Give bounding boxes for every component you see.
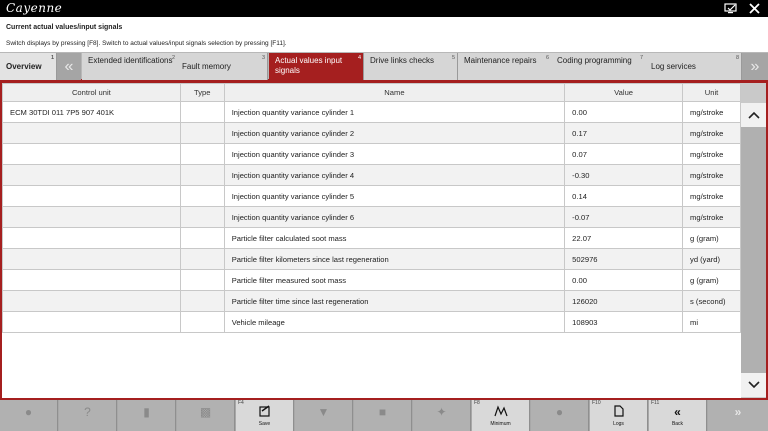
info-header — [0, 17, 768, 51]
table-row[interactable] — [3, 270, 741, 291]
tab-overview[interactable]: 1 Overview — [0, 53, 57, 80]
cell-name: Particle filter kilometers since last regeneration — [224, 249, 564, 270]
cell-value: 0.14 — [565, 186, 683, 207]
cell-type — [180, 270, 224, 291]
filter-icon: ▼ — [317, 405, 330, 419]
cell-value: 0.07 — [565, 144, 683, 165]
minimum-button[interactable]: F8 Minimum — [472, 400, 530, 431]
scrollbar-track[interactable] — [741, 127, 766, 373]
chat-icon: ● — [24, 405, 33, 419]
forward-icon: » — [734, 405, 742, 419]
cell-control-unit — [3, 228, 181, 249]
help-icon: ? — [84, 405, 91, 419]
cell-unit: g (gram) — [683, 270, 741, 291]
cell-value: -0.30 — [565, 165, 683, 186]
cell-unit: mg/stroke — [683, 186, 741, 207]
tab-label: Drive links checks — [370, 56, 435, 65]
cell-control-unit — [3, 291, 181, 312]
cell-type — [180, 165, 224, 186]
screen-icon[interactable] — [722, 1, 739, 16]
table-row[interactable] — [3, 165, 741, 186]
cell-type — [180, 312, 224, 333]
tab-scroll-left-icon[interactable]: « — [57, 53, 81, 80]
cell-type — [180, 102, 224, 123]
save-icon — [236, 405, 293, 419]
function-toolbar — [0, 400, 768, 431]
scroll-down-icon[interactable] — [741, 373, 766, 397]
cell-name: Injection quantity variance cylinder 4 — [224, 165, 564, 186]
tab-maintenance-repairs[interactable]: 6 Maintenance repairs — [458, 53, 552, 80]
cell-type — [180, 123, 224, 144]
table-row[interactable] — [3, 144, 741, 165]
tab-label: Maintenance repairs — [464, 56, 537, 65]
app-logo: Cayenne — [6, 1, 63, 15]
cell-type — [180, 144, 224, 165]
table-row[interactable] — [3, 207, 741, 228]
cell-unit: mi — [683, 312, 741, 333]
cell-name: Particle filter calculated soot mass — [224, 228, 564, 249]
column-header-control-unit[interactable]: Control unit — [3, 84, 181, 102]
chat-bubbles-icon: ● — [555, 405, 564, 419]
cell-unit: yd (yard) — [683, 249, 741, 270]
cell-control-unit — [3, 249, 181, 270]
tab-extended-identifications[interactable]: 2 Extended identifications — [82, 53, 178, 80]
cell-name: Injection quantity variance cylinder 5 — [224, 186, 564, 207]
cell-type — [180, 186, 224, 207]
cell-value: 22.07 — [565, 228, 683, 249]
table-row[interactable] — [3, 123, 741, 144]
page-hint: Switch displays by pressing [F8]. Switch to actual values/input signals selection by pressing [F11]. — [6, 40, 287, 47]
cell-name: Particle filter time since last regeneration — [224, 291, 564, 312]
vertical-scrollbar[interactable] — [741, 83, 766, 398]
column-header-value[interactable]: Value — [565, 84, 683, 102]
cell-unit: mg/stroke — [683, 123, 741, 144]
scroll-up-icon[interactable] — [741, 103, 766, 127]
toolbar-chart-button[interactable] — [177, 400, 235, 431]
back-icon: « — [674, 405, 681, 419]
save-button[interactable]: F4 Save — [236, 400, 294, 431]
tab-label: Actual values input signals — [275, 56, 343, 75]
cell-value: -0.07 — [565, 207, 683, 228]
cell-name: Vehicle mileage — [224, 312, 564, 333]
tab-scroll-right-icon[interactable]: » — [742, 53, 768, 80]
minimum-icon — [472, 405, 529, 419]
table-row[interactable] — [3, 102, 741, 123]
tab-fault-memory[interactable]: 3 Fault memory — [176, 53, 268, 80]
tab-label: Coding programming — [557, 56, 632, 65]
tools-icon: ✦ — [436, 405, 447, 419]
cell-name: Injection quantity variance cylinder 6 — [224, 207, 564, 228]
title-bar — [0, 0, 768, 17]
cell-unit: mg/stroke — [683, 102, 741, 123]
cell-type — [180, 207, 224, 228]
tab-label: Fault memory — [182, 62, 231, 71]
table-row[interactable] — [3, 249, 741, 270]
cell-type — [180, 291, 224, 312]
column-header-unit[interactable]: Unit — [683, 84, 741, 102]
cell-name: Injection quantity variance cylinder 1 — [224, 102, 564, 123]
cell-control-unit: ECM 30TDI 011 7P5 907 401K — [3, 102, 181, 123]
cell-unit: s (second) — [683, 291, 741, 312]
cell-value: 0.00 — [565, 102, 683, 123]
toolbar-help-button[interactable] — [59, 400, 117, 431]
cell-control-unit — [3, 123, 181, 144]
cell-name: Particle filter measured soot mass — [224, 270, 564, 291]
cell-control-unit — [3, 207, 181, 228]
document-icon — [590, 405, 647, 419]
table-row[interactable] — [3, 312, 741, 333]
tab-actual-values[interactable]: 4 Actual values input signals — [269, 53, 364, 80]
cell-value: 108903 — [565, 312, 683, 333]
cell-name: Injection quantity variance cylinder 3 — [224, 144, 564, 165]
cell-name: Injection quantity variance cylinder 2 — [224, 123, 564, 144]
cell-unit: mg/stroke — [683, 165, 741, 186]
column-header-type[interactable]: Type — [180, 84, 224, 102]
tab-drive-links-checks[interactable]: 5 Drive links checks — [364, 53, 458, 80]
close-icon[interactable] — [746, 1, 763, 16]
tab-label: Overview — [6, 62, 42, 71]
tab-bar — [0, 52, 768, 81]
toolbar-message-button[interactable] — [354, 400, 412, 431]
toolbar-comment-button[interactable] — [118, 400, 176, 431]
back-button[interactable]: F11 « Back — [649, 400, 707, 431]
table-row[interactable] — [3, 186, 741, 207]
toolbar-forward-button[interactable] — [708, 400, 768, 431]
cell-value: 126020 — [565, 291, 683, 312]
cell-control-unit — [3, 144, 181, 165]
cell-value: 0.17 — [565, 123, 683, 144]
message-icon: ■ — [378, 405, 387, 419]
cell-type — [180, 228, 224, 249]
tab-log-services[interactable]: 8 Log services — [645, 53, 742, 80]
tab-coding-programming[interactable]: 7 Coding programming — [551, 53, 646, 80]
cell-value: 502976 — [565, 249, 683, 270]
toolbar-chat-bubbles-button[interactable] — [531, 400, 589, 431]
cell-control-unit — [3, 270, 181, 291]
cell-unit: g (gram) — [683, 228, 741, 249]
chart-icon: ▩ — [199, 405, 212, 419]
cell-type — [180, 249, 224, 270]
tab-label: Log services — [651, 62, 696, 71]
cell-control-unit — [3, 186, 181, 207]
toolbar-filter-button[interactable] — [295, 400, 353, 431]
toolbar-chat-button[interactable] — [0, 400, 58, 431]
table-row[interactable] — [3, 291, 741, 312]
table-row[interactable] — [3, 228, 741, 249]
toolbar-tools-button[interactable] — [413, 400, 471, 431]
cell-unit: mg/stroke — [683, 144, 741, 165]
column-header-name[interactable]: Name — [224, 84, 564, 102]
cell-control-unit — [3, 312, 181, 333]
page-heading: Current actual values/input signals — [6, 24, 123, 31]
cell-unit: mg/stroke — [683, 207, 741, 228]
cell-control-unit — [3, 165, 181, 186]
tab-label: Extended identifications — [88, 56, 173, 65]
table-body — [3, 102, 741, 333]
values-table-frame — [0, 81, 768, 400]
logs-button[interactable]: F10 Logs — [590, 400, 648, 431]
cell-value: 0.00 — [565, 270, 683, 291]
values-table — [2, 83, 741, 333]
comment-icon: ▮ — [143, 405, 150, 419]
